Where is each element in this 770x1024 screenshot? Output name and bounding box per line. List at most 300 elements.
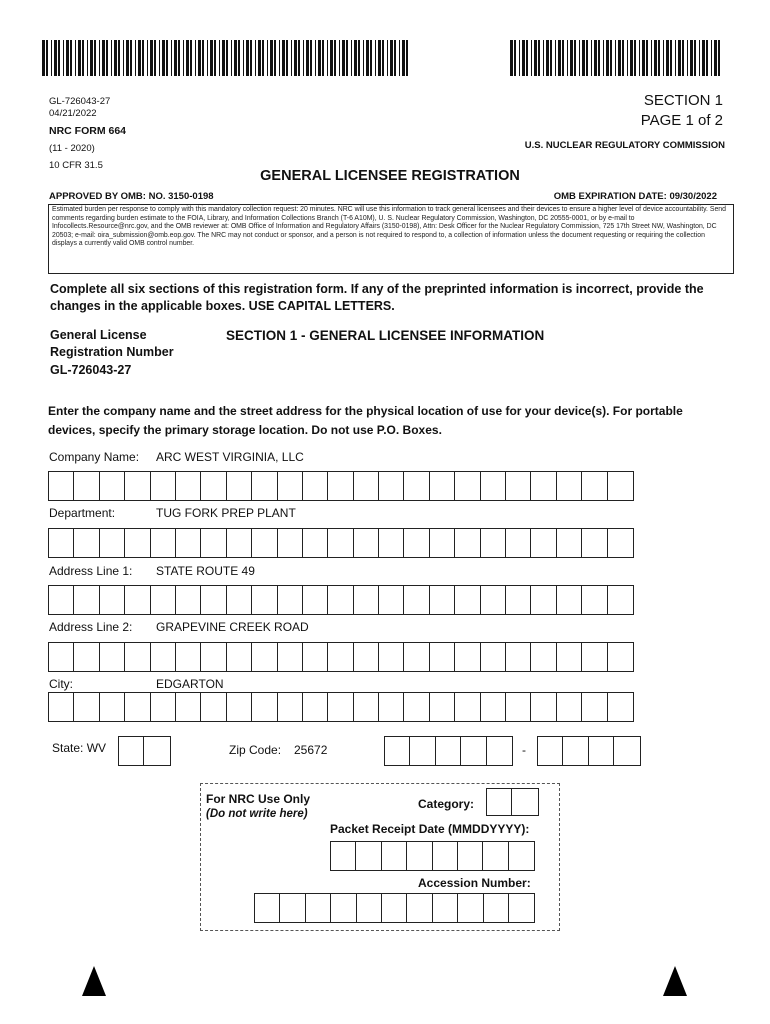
- character-box[interactable]: [404, 693, 429, 721]
- character-box[interactable]: [176, 693, 201, 721]
- barcode-bar: [51, 40, 52, 76]
- character-box[interactable]: [458, 894, 483, 922]
- barcode-bar: [150, 40, 153, 76]
- character-box[interactable]: [430, 529, 455, 557]
- character-box[interactable]: [278, 472, 303, 500]
- character-box[interactable]: [125, 693, 150, 721]
- character-box[interactable]: [328, 693, 353, 721]
- barcode-bar: [382, 40, 384, 76]
- barcode-bar: [366, 40, 369, 76]
- character-box[interactable]: [430, 472, 455, 500]
- barcode-bar: [586, 40, 588, 76]
- barcode-bar: [363, 40, 364, 76]
- barcode-bar: [574, 40, 576, 76]
- barcode-bar: [286, 40, 288, 76]
- city-label: City:: [49, 677, 73, 691]
- barcode-bar: [598, 40, 600, 76]
- barcode-bar: [555, 40, 556, 76]
- character-box[interactable]: [458, 842, 483, 870]
- barcode-bar: [562, 40, 564, 76]
- barcode-bar: [538, 40, 540, 76]
- omb-expiration: OMB EXPIRATION DATE: 09/30/2022: [553, 191, 717, 202]
- barcode-bar: [375, 40, 376, 76]
- barcode-bar: [327, 40, 328, 76]
- barcode-bar: [675, 40, 676, 76]
- character-box[interactable]: [357, 894, 382, 922]
- barcode-bar: [123, 40, 124, 76]
- character-box[interactable]: [100, 643, 125, 671]
- character-box[interactable]: [252, 693, 277, 721]
- character-box[interactable]: [227, 529, 252, 557]
- character-box[interactable]: [252, 586, 277, 614]
- barcode-bar: [111, 40, 112, 76]
- character-box[interactable]: [252, 472, 277, 500]
- address-instructions: Enter the company name and the street address for the physical location of use for your device(s). For portable devices, specify the primary storage location. Do not use P.O. Boxes.: [48, 404, 683, 437]
- character-box[interactable]: [557, 529, 582, 557]
- character-box[interactable]: [484, 894, 509, 922]
- receipt-date-boxes[interactable]: [330, 841, 535, 871]
- character-box[interactable]: [506, 693, 531, 721]
- character-box[interactable]: [506, 529, 531, 557]
- barcode-bar: [166, 40, 168, 76]
- form-date: 04/21/2022: [49, 108, 97, 119]
- address-line1-value: STATE ROUTE 49: [156, 564, 255, 578]
- barcode-bar: [154, 40, 156, 76]
- barcode-bar: [219, 40, 220, 76]
- character-box[interactable]: [354, 472, 379, 500]
- barcode-bar: [126, 40, 129, 76]
- city-boxes[interactable]: [48, 692, 634, 722]
- character-box[interactable]: [531, 643, 556, 671]
- barcode-bar: [510, 40, 513, 76]
- barcode-bar: [522, 40, 525, 76]
- address-line2-boxes[interactable]: [48, 642, 634, 672]
- triangle-marker-icon: [82, 966, 106, 996]
- page-label: PAGE 1 of 2: [640, 112, 723, 129]
- character-box[interactable]: [303, 643, 328, 671]
- barcode-bar: [550, 40, 552, 76]
- character-box[interactable]: [74, 586, 99, 614]
- barcode-bar: [294, 40, 297, 76]
- barcode-bar: [114, 40, 117, 76]
- character-box[interactable]: [227, 643, 252, 671]
- character-box[interactable]: [100, 529, 125, 557]
- character-box[interactable]: [100, 586, 125, 614]
- character-box[interactable]: [589, 737, 614, 765]
- barcode-bar: [406, 40, 408, 76]
- barcode-bar: [610, 40, 612, 76]
- barcode-bar: [658, 40, 660, 76]
- barcode-bar: [190, 40, 192, 76]
- character-box[interactable]: [227, 472, 252, 500]
- character-box[interactable]: [608, 472, 633, 500]
- character-box[interactable]: [151, 472, 176, 500]
- character-box[interactable]: [379, 472, 404, 500]
- barcode-bar: [615, 40, 616, 76]
- character-box[interactable]: [407, 894, 432, 922]
- burden-statement: Estimated burden per response to comply with this mandatory collection request: 20 minutes. NRC will use this information to track general licensees and their devices to ensure a higher level of device accountability. Send comments regarding burden estimate to the FOIA, Library, and Information Collections Branch (T-6 A10M), U. S. Nuclear Regulatory Commission, Washington, DC 20555-0001, or by e-mail to Infocollects.Resource@nrc.gov, and the OMB reviewer at: OMB Office of Information and Regulatory Affairs (3150-0198), Attn: Desk Officer for the Nuclear Regulatory Commission, 725 17th Street NW, Washington, DC 20503; e-mail: oira_submission@omb.eop.gov. The NRC may not conduct or sponsor, and a person is not required to respond to, a collection of information unless the document requesting or requiring the collection displays a currently valid OMB control number.: [48, 204, 734, 274]
- character-box[interactable]: [201, 529, 226, 557]
- registration-label-line2: Registration Number: [50, 345, 174, 359]
- barcode-bar: [315, 40, 316, 76]
- barcode-bar: [54, 40, 57, 76]
- character-box[interactable]: [354, 693, 379, 721]
- barcode-bar: [87, 40, 88, 76]
- barcode-bar: [291, 40, 292, 76]
- character-box[interactable]: [379, 586, 404, 614]
- character-box[interactable]: [278, 693, 303, 721]
- character-box[interactable]: [328, 472, 353, 500]
- character-box[interactable]: [144, 737, 169, 765]
- character-box[interactable]: [430, 586, 455, 614]
- character-box[interactable]: [125, 472, 150, 500]
- address-line1-label: Address Line 1:: [49, 564, 133, 578]
- character-box[interactable]: [354, 586, 379, 614]
- barcode-bar: [346, 40, 348, 76]
- barcode-bar: [298, 40, 300, 76]
- character-box[interactable]: [385, 737, 410, 765]
- character-box[interactable]: [49, 472, 74, 500]
- character-box[interactable]: [151, 643, 176, 671]
- state-boxes[interactable]: [118, 736, 171, 766]
- barcode-bar: [546, 40, 549, 76]
- character-box[interactable]: [433, 842, 458, 870]
- nrc-use-title: For NRC Use Only: [206, 792, 311, 806]
- character-box[interactable]: [227, 586, 252, 614]
- barcode-bar: [718, 40, 720, 76]
- barcode-bar: [106, 40, 108, 76]
- character-box[interactable]: [331, 894, 356, 922]
- address-line2-label: Address Line 2:: [49, 620, 133, 634]
- character-box[interactable]: [328, 529, 353, 557]
- barcode-bar: [666, 40, 669, 76]
- barcode-bar: [306, 40, 309, 76]
- agency-name: U.S. NUCLEAR REGULATORY COMMISSION: [524, 140, 725, 151]
- barcode-bar: [90, 40, 93, 76]
- registration-label-line1: General License: [50, 328, 147, 342]
- character-box[interactable]: [404, 529, 429, 557]
- character-box[interactable]: [379, 529, 404, 557]
- barcode-bar: [70, 40, 72, 76]
- character-box[interactable]: [354, 529, 379, 557]
- barcode-bar: [162, 40, 165, 76]
- city-value: EDGARTON: [156, 677, 224, 691]
- barcode-bar: [706, 40, 708, 76]
- barcode-bar: [238, 40, 240, 76]
- zip-separator: -: [522, 743, 526, 757]
- barcode-bar: [318, 40, 321, 76]
- barcode-bar: [543, 40, 544, 76]
- character-box[interactable]: [74, 472, 99, 500]
- character-box[interactable]: [608, 693, 633, 721]
- character-box[interactable]: [455, 643, 480, 671]
- character-box[interactable]: [176, 529, 201, 557]
- barcode-bar: [174, 40, 177, 76]
- character-box[interactable]: [410, 737, 435, 765]
- barcode-bar: [402, 40, 405, 76]
- character-box[interactable]: [306, 894, 331, 922]
- address-line1-boxes[interactable]: [48, 585, 634, 615]
- character-box[interactable]: [487, 737, 512, 765]
- character-box[interactable]: [531, 529, 556, 557]
- accession-boxes[interactable]: [254, 893, 535, 923]
- character-box[interactable]: [481, 586, 506, 614]
- character-box[interactable]: [74, 643, 99, 671]
- character-box[interactable]: [201, 643, 226, 671]
- character-box[interactable]: [430, 693, 455, 721]
- accession-label: Accession Number:: [418, 876, 531, 890]
- address-line2-value: GRAPEVINE CREEK ROAD: [156, 620, 309, 634]
- character-box[interactable]: [125, 529, 150, 557]
- barcode-bar: [519, 40, 520, 76]
- zip-label: Zip Code:: [229, 743, 282, 757]
- character-box[interactable]: [481, 643, 506, 671]
- company-name-value: ARC WEST VIRGINIA, LLC: [156, 450, 304, 464]
- character-box[interactable]: [176, 472, 201, 500]
- character-box[interactable]: [151, 529, 176, 557]
- character-box[interactable]: [582, 693, 607, 721]
- barcode-bar: [682, 40, 684, 76]
- character-box[interactable]: [455, 693, 480, 721]
- barcode-bar: [627, 40, 628, 76]
- character-box[interactable]: [582, 643, 607, 671]
- barcode-bar: [358, 40, 360, 76]
- barcode-bar: [270, 40, 273, 76]
- character-box[interactable]: [481, 472, 506, 500]
- character-box[interactable]: [487, 789, 512, 815]
- barcode-bar: [678, 40, 681, 76]
- character-box[interactable]: [379, 693, 404, 721]
- character-box[interactable]: [303, 529, 328, 557]
- character-box[interactable]: [278, 586, 303, 614]
- character-box[interactable]: [582, 472, 607, 500]
- character-box[interactable]: [119, 737, 144, 765]
- barcode-bar: [135, 40, 136, 76]
- barcode-bar: [334, 40, 336, 76]
- character-box[interactable]: [176, 643, 201, 671]
- character-box[interactable]: [382, 894, 407, 922]
- character-box[interactable]: [303, 472, 328, 500]
- character-box[interactable]: [100, 472, 125, 500]
- character-box[interactable]: [506, 643, 531, 671]
- page-title: GENERAL LICENSEE REGISTRATION: [260, 168, 520, 184]
- character-box[interactable]: [563, 737, 588, 765]
- barcode-bar: [231, 40, 232, 76]
- barcode-bar: [558, 40, 561, 76]
- barcode-bar: [102, 40, 105, 76]
- character-box[interactable]: [303, 693, 328, 721]
- barcode-bar: [699, 40, 700, 76]
- barcode-bar: [195, 40, 196, 76]
- character-box[interactable]: [557, 586, 582, 614]
- barcode-bar: [147, 40, 148, 76]
- character-box[interactable]: [455, 472, 480, 500]
- barcode-bar: [651, 40, 652, 76]
- barcode-bar: [250, 40, 252, 76]
- barcode-bar: [670, 40, 672, 76]
- barcode-bar: [394, 40, 396, 76]
- barcode-bar: [222, 40, 225, 76]
- character-box[interactable]: [557, 643, 582, 671]
- character-box[interactable]: [512, 789, 537, 815]
- barcode-bar: [630, 40, 633, 76]
- barcode-bar: [354, 40, 357, 76]
- barcode-bar: [606, 40, 609, 76]
- department-boxes[interactable]: [48, 528, 634, 558]
- department-value: TUG FORK PREP PLANT: [156, 506, 296, 520]
- barcode-bar: [594, 40, 597, 76]
- character-box[interactable]: [74, 529, 99, 557]
- barcode-left: [42, 40, 410, 76]
- section-title: SECTION 1 - GENERAL LICENSEE INFORMATION: [226, 328, 545, 343]
- character-box[interactable]: [201, 693, 226, 721]
- barcode-bar: [570, 40, 573, 76]
- barcode-bar: [202, 40, 204, 76]
- barcode-bar: [183, 40, 184, 76]
- character-box[interactable]: [125, 586, 150, 614]
- zip-value: 25672: [294, 743, 328, 757]
- barcode-bar: [526, 40, 528, 76]
- character-box[interactable]: [433, 894, 458, 922]
- barcode-bar: [63, 40, 64, 76]
- category-label: Category:: [418, 797, 475, 811]
- character-box[interactable]: [582, 586, 607, 614]
- character-box[interactable]: [278, 643, 303, 671]
- form-name: NRC FORM 664: [49, 125, 127, 137]
- character-box[interactable]: [404, 586, 429, 614]
- barcode-bar: [186, 40, 189, 76]
- character-box[interactable]: [509, 842, 534, 870]
- character-box[interactable]: [608, 643, 633, 671]
- barcode-bar: [399, 40, 400, 76]
- character-box[interactable]: [461, 737, 486, 765]
- barcode-bar: [390, 40, 393, 76]
- character-box[interactable]: [49, 586, 74, 614]
- character-box[interactable]: [557, 693, 582, 721]
- barcode-bar: [226, 40, 228, 76]
- section-label: SECTION 1: [643, 92, 723, 109]
- barcode-bar: [694, 40, 696, 76]
- character-box[interactable]: [49, 643, 74, 671]
- character-box[interactable]: [538, 737, 563, 765]
- barcode-bar: [339, 40, 340, 76]
- barcode-bar: [579, 40, 580, 76]
- character-box[interactable]: [278, 529, 303, 557]
- character-box[interactable]: [280, 894, 305, 922]
- barcode-bar: [207, 40, 208, 76]
- barcode-bar: [42, 40, 45, 76]
- barcode-bar: [642, 40, 645, 76]
- zip-plus4-boxes[interactable]: [537, 736, 641, 766]
- barcode-bar: [58, 40, 60, 76]
- barcode-bar: [142, 40, 144, 76]
- character-box[interactable]: [481, 693, 506, 721]
- character-box[interactable]: [201, 472, 226, 500]
- character-box[interactable]: [151, 693, 176, 721]
- character-box[interactable]: [404, 472, 429, 500]
- barcode-bar: [711, 40, 712, 76]
- character-box[interactable]: [506, 472, 531, 500]
- character-box[interactable]: [557, 472, 582, 500]
- barcode-bar: [94, 40, 96, 76]
- character-box[interactable]: [49, 693, 74, 721]
- barcode-bar: [646, 40, 648, 76]
- character-box[interactable]: [125, 643, 150, 671]
- character-box[interactable]: [404, 643, 429, 671]
- character-box[interactable]: [356, 842, 381, 870]
- barcode-bar: [622, 40, 624, 76]
- zip-boxes[interactable]: [384, 736, 513, 766]
- character-box[interactable]: [582, 529, 607, 557]
- barcode-bar: [214, 40, 216, 76]
- character-box[interactable]: [328, 586, 353, 614]
- character-box[interactable]: [436, 737, 461, 765]
- barcode-right: [510, 40, 722, 76]
- character-box[interactable]: [227, 693, 252, 721]
- character-box[interactable]: [354, 643, 379, 671]
- barcode-bar: [591, 40, 592, 76]
- registration-number: GL-726043-27: [50, 363, 132, 377]
- barcode-bar: [99, 40, 100, 76]
- company-name-boxes[interactable]: [48, 471, 634, 501]
- character-box[interactable]: [481, 529, 506, 557]
- cfr-reference: 10 CFR 31.5: [49, 160, 103, 171]
- character-box[interactable]: [430, 643, 455, 671]
- barcode-bar: [246, 40, 249, 76]
- barcode-bar: [130, 40, 132, 76]
- character-box[interactable]: [100, 693, 125, 721]
- character-box[interactable]: [49, 529, 74, 557]
- barcode-bar: [687, 40, 688, 76]
- character-box[interactable]: [614, 737, 639, 765]
- character-box[interactable]: [506, 586, 531, 614]
- character-box[interactable]: [608, 586, 633, 614]
- character-box[interactable]: [331, 842, 356, 870]
- department-label: Department:: [49, 506, 116, 520]
- character-box[interactable]: [455, 586, 480, 614]
- character-box[interactable]: [176, 586, 201, 614]
- barcode-bar: [567, 40, 568, 76]
- character-box[interactable]: [74, 693, 99, 721]
- character-box[interactable]: [252, 643, 277, 671]
- character-box[interactable]: [379, 643, 404, 671]
- barcode-bar: [279, 40, 280, 76]
- character-box[interactable]: [303, 586, 328, 614]
- barcode-bar: [378, 40, 381, 76]
- character-box[interactable]: [531, 586, 556, 614]
- category-boxes[interactable]: [486, 788, 539, 816]
- character-box[interactable]: [455, 529, 480, 557]
- character-box[interactable]: [483, 842, 508, 870]
- character-box[interactable]: [407, 842, 432, 870]
- character-box[interactable]: [608, 529, 633, 557]
- barcode-bar: [171, 40, 172, 76]
- receipt-date-label: Packet Receipt Date (MMDDYYYY):: [330, 822, 530, 836]
- character-box[interactable]: [328, 643, 353, 671]
- character-box[interactable]: [509, 894, 534, 922]
- character-box[interactable]: [151, 586, 176, 614]
- barcode-bar: [634, 40, 636, 76]
- barcode-bar: [178, 40, 180, 76]
- character-box[interactable]: [252, 529, 277, 557]
- character-box[interactable]: [201, 586, 226, 614]
- character-box[interactable]: [255, 894, 280, 922]
- character-box[interactable]: [531, 693, 556, 721]
- barcode-bar: [82, 40, 84, 76]
- character-box[interactable]: [382, 842, 407, 870]
- character-box[interactable]: [531, 472, 556, 500]
- registration-code: GL-726043-27: [49, 96, 111, 107]
